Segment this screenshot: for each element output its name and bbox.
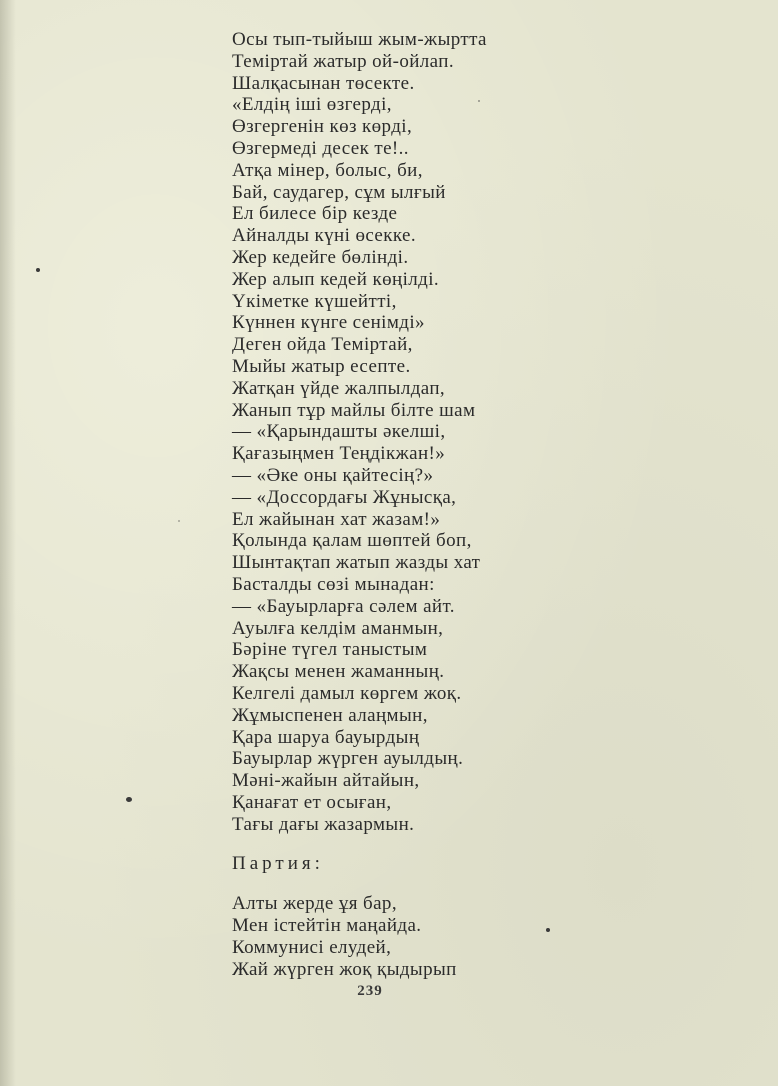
poem-line: Өзгермеді десек те!.. <box>232 137 409 159</box>
poem-line: Ел жайынан хат жазам!» <box>232 508 441 530</box>
poem-line: Бай, саудагер, сұм ылғый <box>232 181 446 203</box>
poem-line: Қолында қалам шөптей боп, <box>232 530 472 552</box>
stanza-gap <box>232 875 592 893</box>
poem-line: Келгелі дамыл көргем жоқ. <box>232 682 462 704</box>
poem-line: Шалқасынан төсекте. <box>232 72 415 94</box>
poem-line: Атқа мінер, болыс, би, <box>232 159 423 181</box>
poem-line: Коммунисі елудей, <box>232 937 392 959</box>
poem-line: Бауырлар жүрген ауылдың. <box>232 748 464 770</box>
poem-line: Жер алып кедей көңілді. <box>232 268 440 290</box>
poem-line: Алты жерде ұя бар, <box>232 893 397 915</box>
poem-line: Жақсы менен жаманның. <box>232 661 445 683</box>
poem-line: Жұмыспенен алаңмын, <box>232 704 428 726</box>
poem-line: Ауылға келдім аманмын, <box>232 617 444 639</box>
poem-line: Жатқан үйде жалпылдап, <box>232 377 446 399</box>
poem-line: Осы тып-тыйыш жым-жыртта <box>232 29 487 50</box>
poem-line: Мыйы жатыр есепте. <box>232 355 411 377</box>
ink-speck <box>36 268 40 272</box>
ink-speck <box>478 100 480 102</box>
page-number: 239 <box>357 983 383 999</box>
ink-speck <box>546 928 550 932</box>
poem-line: — «Доссордағы Жұнысқа, <box>232 486 457 508</box>
poem-line: Мен істейтін маңайда. <box>232 915 422 937</box>
poem-line: «Елдің іші өзгерді, <box>232 94 392 116</box>
poem-line: Жанып тұр майлы білте шам <box>232 399 476 421</box>
poem-text <box>232 29 592 981</box>
poem-line: Ел билесе бір кезде <box>232 203 398 225</box>
poem-line: Мәні-жайын айтайын, <box>232 770 420 792</box>
poem-line: Өзгергенін көз көрді, <box>232 116 413 138</box>
poem-line: Теміртай жатыр ой-ойлап. <box>232 50 454 72</box>
poem-line: Қара шаруа бауырдың <box>232 726 420 748</box>
ink-speck <box>178 520 180 522</box>
poem-line: Қағазыңмен Теңдікжан!» <box>232 443 446 465</box>
poem-line: — «Бауырларға сәлем айт. <box>232 595 455 617</box>
page-edge-shadow <box>0 0 16 1086</box>
poem-line: Деген ойда Теміртай, <box>232 334 413 356</box>
poem-line: Тағы дағы жазармын. <box>232 813 415 835</box>
poem-line: Айналды күні өсекке. <box>232 225 417 247</box>
poem-line: Жер кедейге бөлінді. <box>232 246 409 268</box>
poem-line: — «Әке оны қайтесің?» <box>232 464 434 486</box>
poem-line: Шынтақтап жатып жазды хат <box>232 552 481 574</box>
poem-line: Қанағат ет осыған, <box>232 791 392 813</box>
poem-line: Бәріне түгел таныстым <box>232 639 428 661</box>
section-heading: Партия: <box>232 853 324 875</box>
ink-speck <box>126 797 132 802</box>
poem-line: Басталды сөзі мынадан: <box>232 573 435 595</box>
poem-line: — «Қарындашты әкелші, <box>232 421 446 443</box>
poem-line: Жай жүрген жоқ қыдырып <box>232 958 457 980</box>
poem-line: Үкіметке күшейтті, <box>232 290 397 312</box>
poem-line: Күннен күнге сенімді» <box>232 312 425 334</box>
